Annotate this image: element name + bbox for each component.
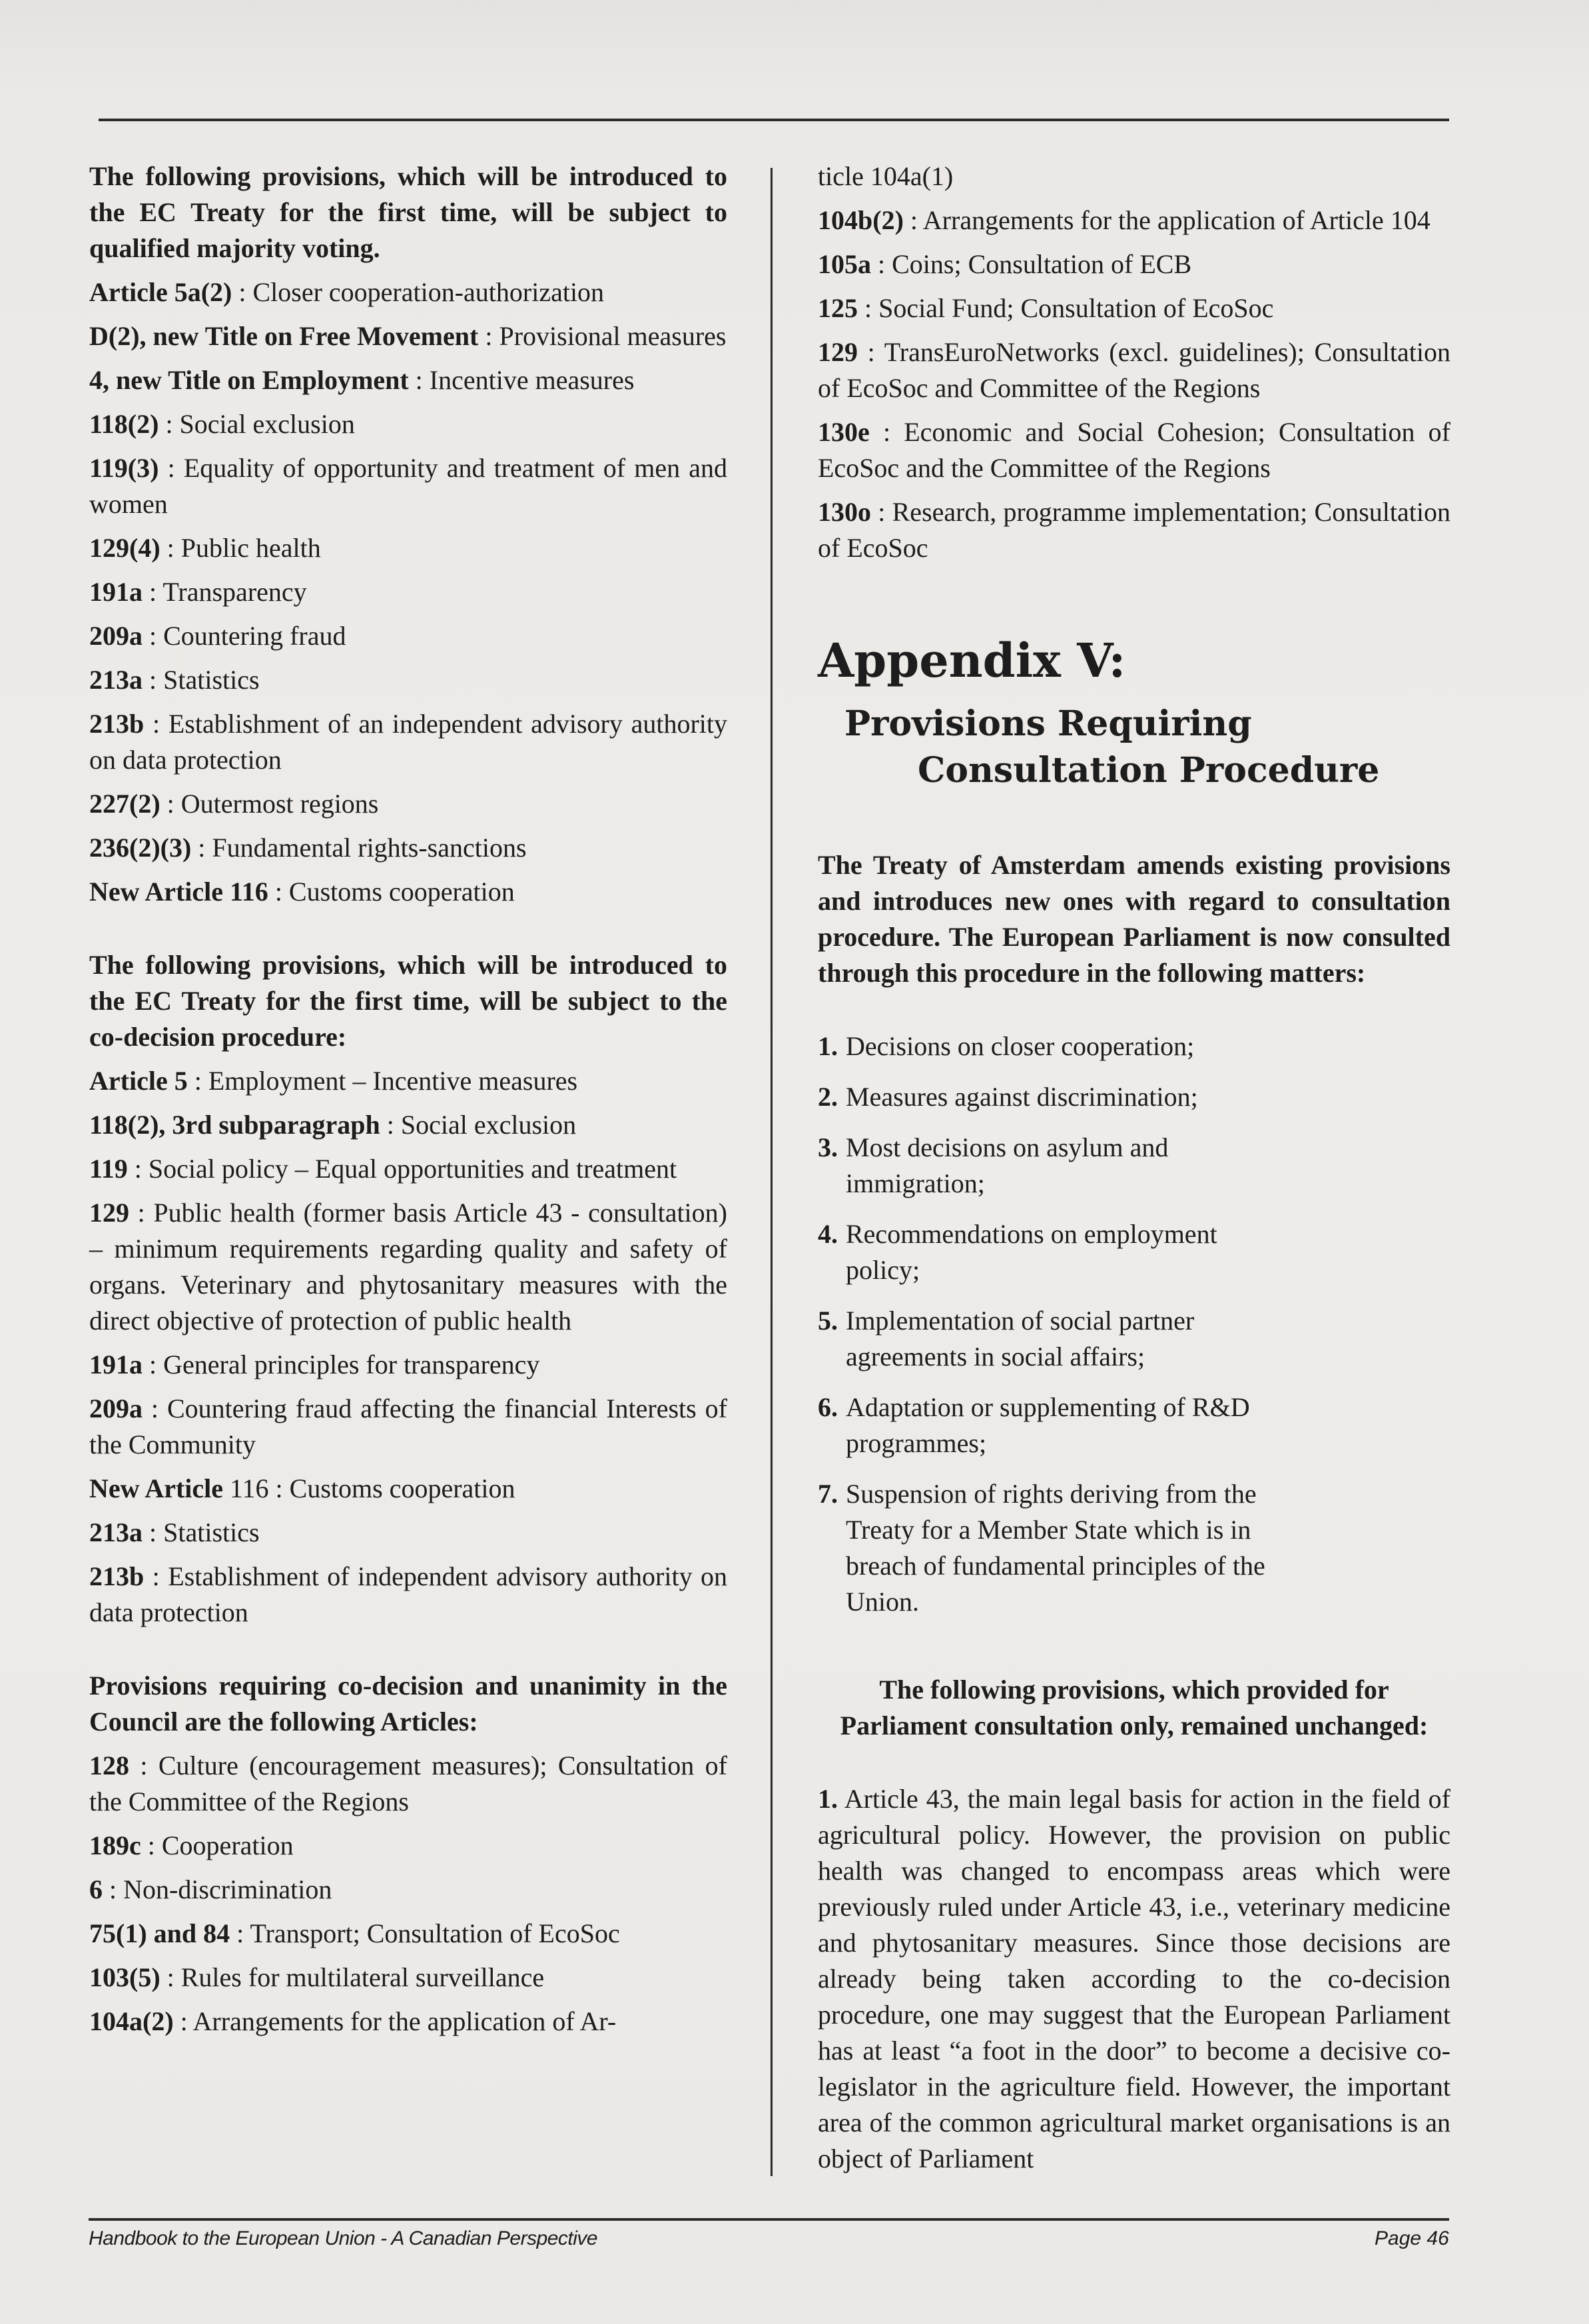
list-item: 1. Decisions on closer cooperation; xyxy=(818,1031,1195,1061)
appendix-subtitle-line-1: Provisions Requiring xyxy=(844,703,1252,744)
right-column xyxy=(818,159,1450,2185)
list-item: 125 : Social Fund; Consultation of EcoSoc xyxy=(818,293,1274,323)
list-item: New Article 116 : Customs cooperation xyxy=(89,877,515,907)
top-rule xyxy=(99,119,1449,121)
list-item: 6. Adaptation or supplementing of R&D programmes; xyxy=(818,1392,1250,1458)
appendix-subtitle-line-2: Consultation Procedure xyxy=(918,750,1380,791)
list-item: 213b : Establishment of an independent advisory authority on data protection xyxy=(89,709,727,775)
list-item: 6 : Non-discrimination xyxy=(89,1874,332,1904)
list-item: 5. Implementation of social partner agreements in social affairs; xyxy=(818,1306,1195,1371)
qmv-list xyxy=(89,274,727,910)
list-item: 209a : Countering fraud xyxy=(89,621,346,651)
appendix-subtitle xyxy=(844,701,1450,794)
continuation-text: ticle 104a(1) xyxy=(818,161,954,191)
left-column xyxy=(89,159,727,2048)
list-item: 130o : Research, programme implementation; Consultation of EcoSoc xyxy=(818,497,1450,563)
unanimity-list xyxy=(89,1748,727,2040)
page-number: Page 46 xyxy=(1375,2227,1449,2249)
codecision-list xyxy=(89,1063,727,1631)
list-item: 105a : Coins; Consultation of ECB xyxy=(818,249,1192,279)
consultation-list xyxy=(818,1028,1450,1620)
codecision-lead: The following provisions, which will be introduced to the EC Treaty for the first time, will be subject to the co-decision procedure: xyxy=(89,950,727,1052)
list-item: 213b : Establishment of independent advisory authority on data protection xyxy=(89,1561,727,1627)
bottom-rule xyxy=(89,2218,1449,2221)
list-item: 7. Suspension of rights deriving from the Treaty for a Member State which is in breach of fundamental principles of the Union. xyxy=(818,1479,1265,1617)
list-item: 103(5) : Rules for multilateral surveillance xyxy=(89,1962,545,1992)
unchanged-item: 1. Article 43, the main legal basis for action in the field of agricultural policy. However, the provision on public health was changed to encompass areas which were previously ruled under Article 43, i.e., veterinary medicine and phytosanitary measures. Since those decisions are already being taken according to the co-decision procedure, one may suggest that the European Parliament has at least “a foot in the door” to become a decisive co-legislator in the agriculture field. However, the important area of the common agricultural market organisations is an object of Parliament xyxy=(818,1784,1450,2173)
list-item: 213a : Statistics xyxy=(89,1517,260,1547)
unanimity-list-continued xyxy=(818,202,1450,566)
list-item: 130e : Economic and Social Cohesion; Consultation of EcoSoc and the Committee of the Regions xyxy=(818,417,1450,483)
appendix-title: Appendix V: xyxy=(818,633,1126,688)
list-item: 236(2)(3) : Fundamental rights-sanctions xyxy=(89,833,527,863)
list-item: 4. Recommendations on employment policy; xyxy=(818,1219,1217,1285)
list-item: 209a : Countering fraud affecting the financial Interests of the Community xyxy=(89,1393,727,1459)
list-item: 118(2), 3rd subparagraph : Social exclusion xyxy=(89,1110,577,1140)
list-item: Article 5 : Employment – Incentive measures xyxy=(89,1066,578,1096)
list-item: 129 : Public health (former basis Article 43 - consultation) – minimum requirements regarding quality and safety of organs. Veterinary and phytosanitary measures with the direct objective of protection of public health xyxy=(89,1198,727,1336)
list-item: 3. Most decisions on asylum and immigration; xyxy=(818,1132,1169,1198)
list-item: 2. Measures against discrimination; xyxy=(818,1082,1198,1112)
list-item: 191a : General principles for transparency xyxy=(89,1350,540,1379)
list-item: D(2), new Title on Free Movement : Provisional measures xyxy=(89,321,727,351)
list-item: 119(3) : Equality of opportunity and treatment of men and women xyxy=(89,453,727,519)
list-item: Article 5a(2) : Closer cooperation-authorization xyxy=(89,277,605,307)
list-item: 189c : Cooperation xyxy=(89,1830,294,1860)
list-item: 128 : Culture (encouragement measures); Consultation of the Committee of the Regions xyxy=(89,1750,727,1816)
unchanged-lead: The following provisions, which provided for Parliament consultation only, remained unchanged: xyxy=(840,1675,1429,1741)
footer-title: Handbook to the European Union - A Canadian Perspective xyxy=(89,2227,598,2249)
list-item: 129(4) : Public health xyxy=(89,533,321,563)
column-divider xyxy=(771,168,773,2176)
consultation-lead: The Treaty of Amsterdam amends existing provisions and introduces new ones with regard to consultation procedure. The European Parliament is now consulted through this procedure in the following matters: xyxy=(818,850,1450,988)
unanimity-lead: Provisions requiring co-decision and unanimity in the Council are the following Articles: xyxy=(89,1671,727,1737)
list-item: 213a : Statistics xyxy=(89,665,260,695)
list-item: 129 : TransEuroNetworks (excl. guidelines); Consultation of EcoSoc and Committee of the Regions xyxy=(818,337,1450,403)
list-item: 191a : Transparency xyxy=(89,577,307,607)
list-item: 119 : Social policy – Equal opportunities and treatment xyxy=(89,1154,677,1184)
list-item: New Article 116 : Customs cooperation xyxy=(89,1473,515,1503)
qmv-lead: The following provisions, which will be introduced to the EC Treaty for the first time, will be subject to qualified majority voting. xyxy=(89,161,727,263)
list-item: 4, new Title on Employment : Incentive measures xyxy=(89,365,635,395)
list-item: 227(2) : Outermost regions xyxy=(89,789,379,819)
list-item: 104a(2) : Arrangements for the application of Ar- xyxy=(89,2006,617,2036)
list-item: 118(2) : Social exclusion xyxy=(89,409,355,439)
list-item: 104b(2) : Arrangements for the application of Article 104 xyxy=(818,205,1430,235)
list-item: 75(1) and 84 : Transport; Consultation of EcoSoc xyxy=(89,1918,620,1948)
